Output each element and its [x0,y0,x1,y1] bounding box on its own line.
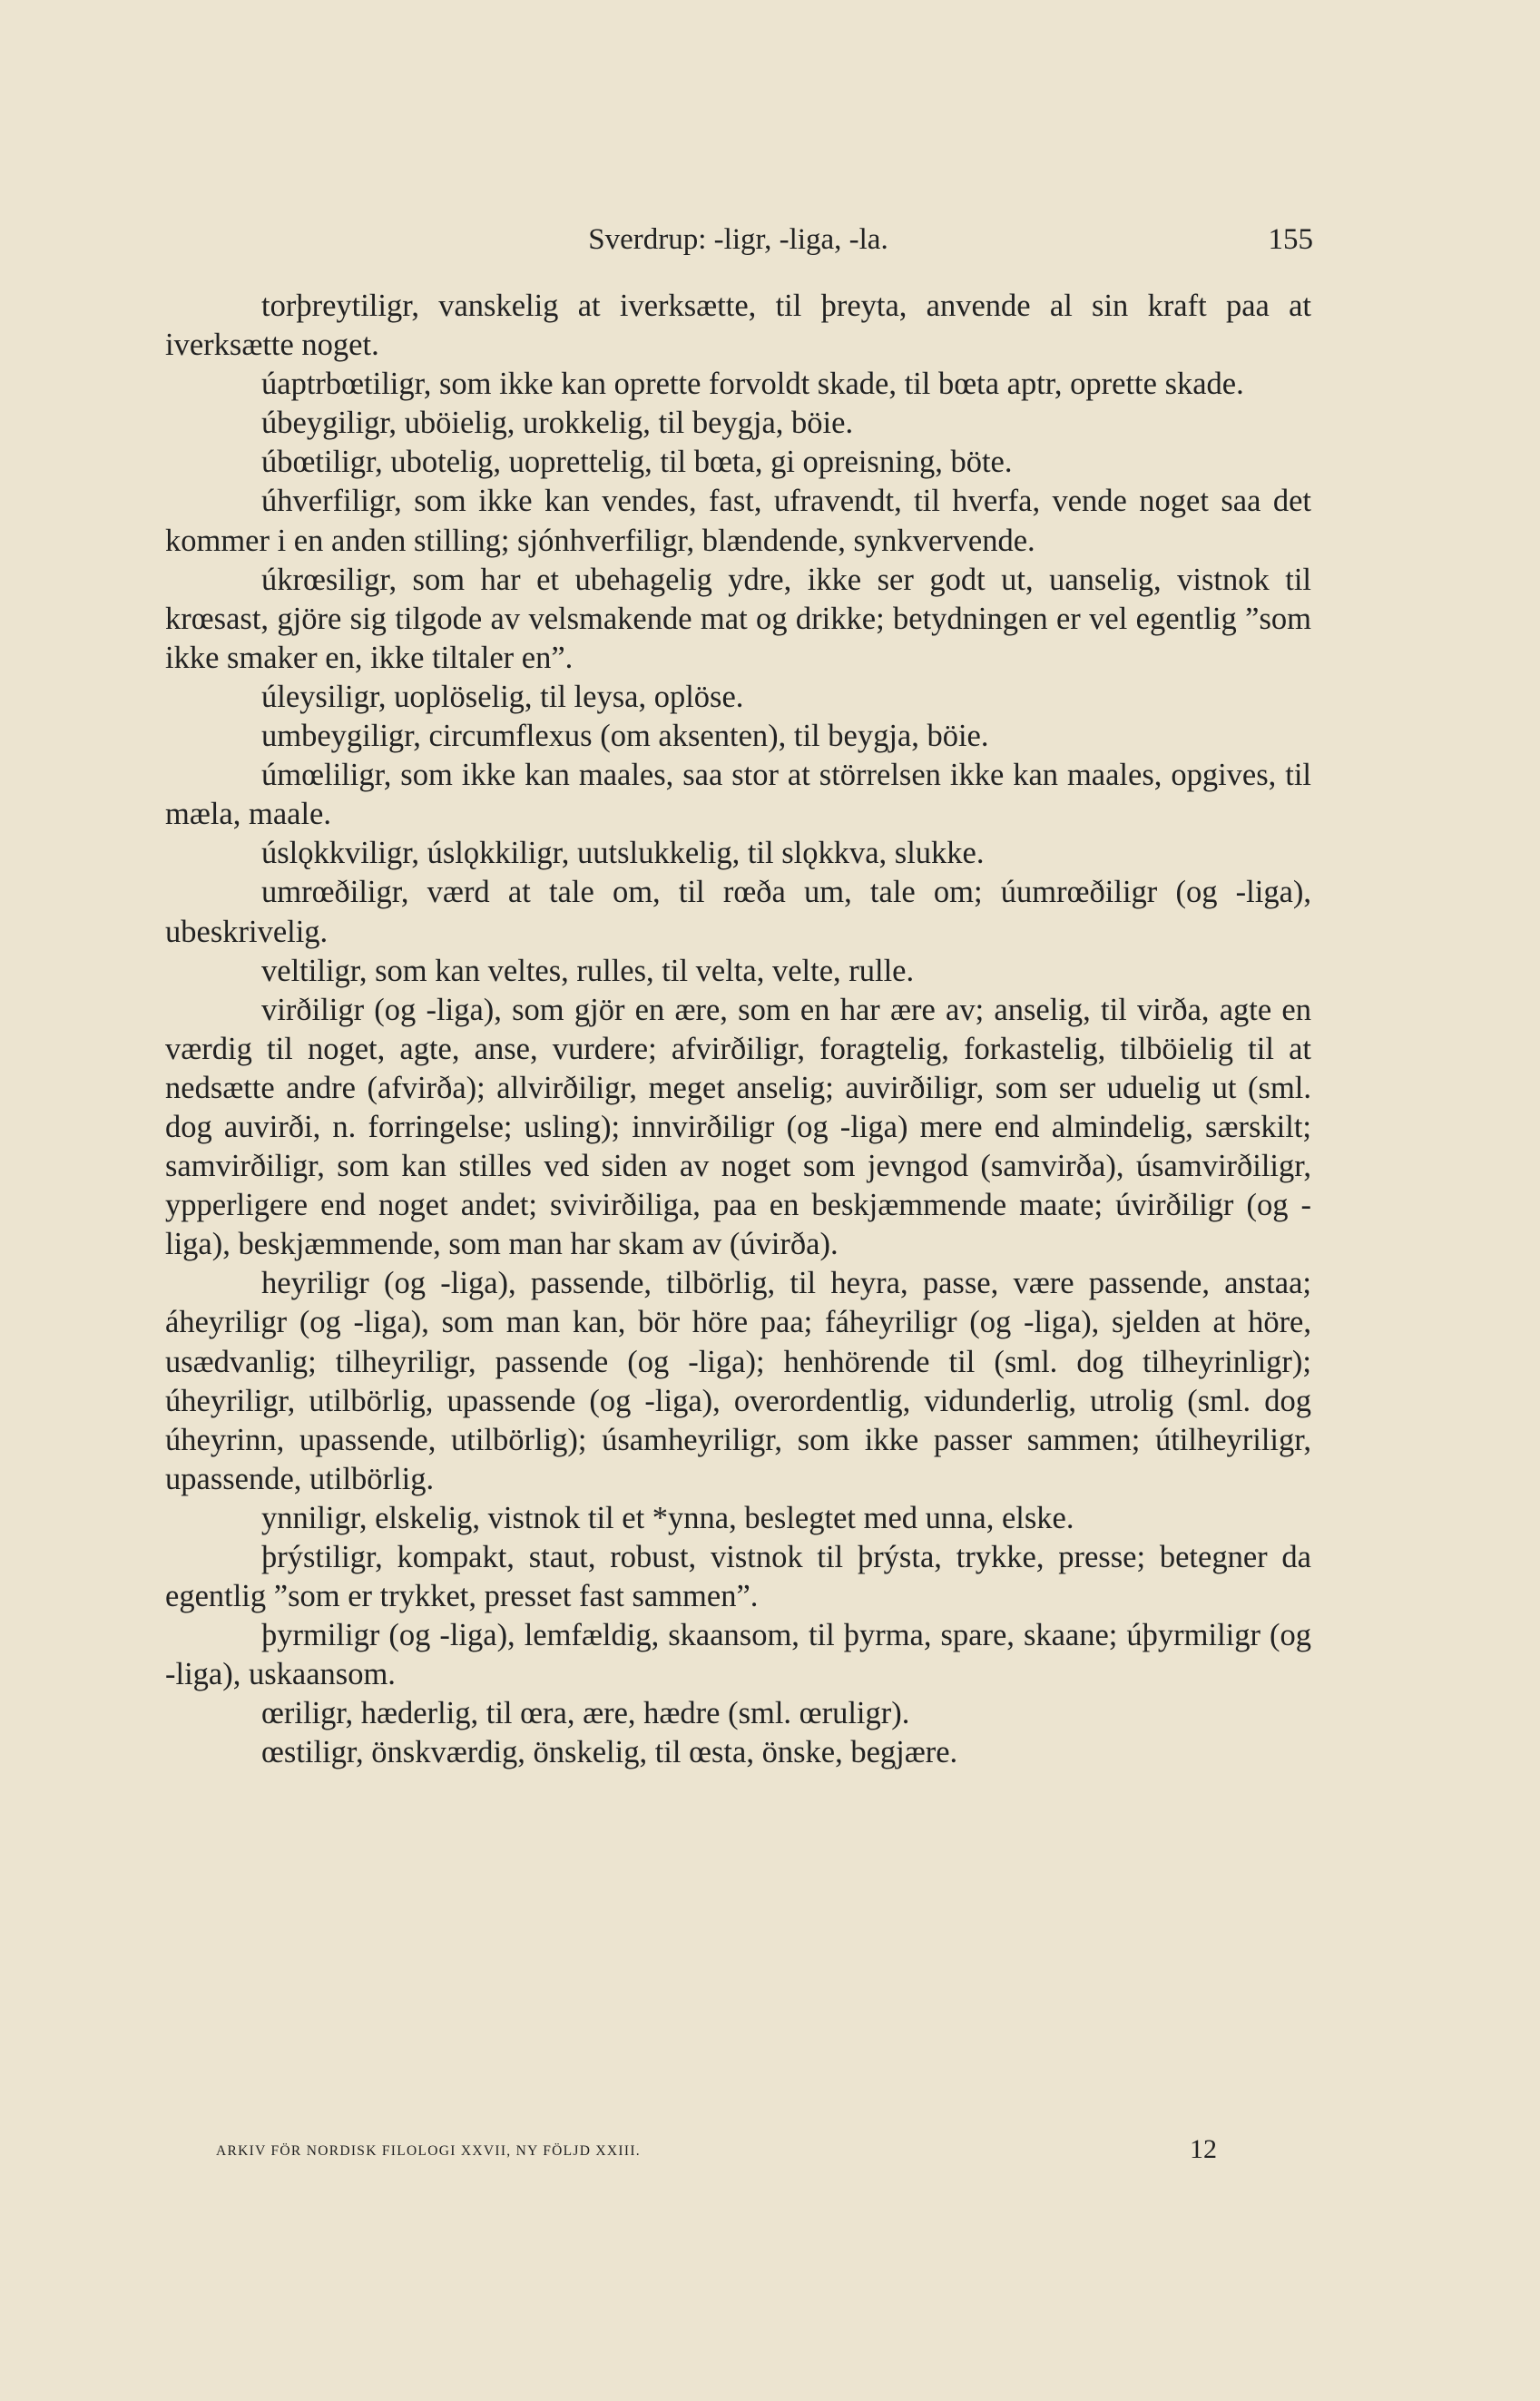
running-title: Sverdrup: -ligr, -liga, -la. [588,223,888,256]
page-footer [216,2134,1217,2171]
running-head [163,223,1313,261]
dictionary-entries [165,287,1311,1773]
entry-aeriligr: œriligr, hæderlig, til œra, ære, hædre (sml. œruligr). [261,1696,910,1731]
entry-aestiligr: œstiligr, önskværdig, önskelig, til œsta, önske, begjære. [261,1735,958,1770]
entry-ubeygiligr: úbeygiligr, uböielig, urokkelig, til beygja, böie. [261,406,854,441]
signature-line: ARKIV FÖR NORDISK FILOLOGI XXVII, NY FÖLJD XXIII. [216,2143,641,2159]
entry-virdiligr: virðiligr (og -liga), som gjör en ære, som en har ære av; anselig, til virða, agte en værdig til noget, agte, anse, vurdere; afvirðiligr, foragtelig, forkastelig, tilböielig til at nedsætte andre (afvirða); allvirðiligr, meget anselig; auvirðiligr, som ser uduelig ut (sml. dog auvirði, n. forringelse; usling); innvirðiligr (og -liga) mere end almindelig, særskilt; samvirðiligr, som kan stilles ved siden av noget som jevngod (samvirða), úsamvirðiligr, ypperligere end noget andet; svivirðiliga, paa en beskjæmmende maate; úvirðiligr (og -liga), beskjæmmende, som man har skam av (úvirða). [165,992,1311,1262]
entry-ynniligr: ynniligr, elskelig, vistnok til et *ynna, beslegtet med unna, elske. [261,1500,1074,1535]
entry-heyriligr: heyriligr (og -liga), passende, tilbörlig, til heyra, passe, være passende, anstaa; áheyriligr (og -liga), som man kan, bör höre paa; fáheyriligr (og -liga), sjelden at höre, usædvanlig; tilheyriligr, passende (og -liga); henhörende til (sml. dog tilheyrinligr); úheyriligr, utilbörlig, upassende (og -liga), overordentlig, vidunderlig, utrolig (sml. dog úheyrinn, upassende, utilbörlig); úsamheyriligr, som ikke passer sammen; útilheyriligr, upassende, utilbörlig. [165,1266,1311,1496]
entry-ukraesiligr: úkrœsiligr, som har et ubehagelig ydre, ikke ser godt ut, uanselig, vistnok til krœsast, gjöre sig tilgode av velsmakende mat og drikke; betydningen er vel egentlig ”som ikke smaker en, ikke tiltaler en”. [165,562,1311,675]
entry-veltiligr: veltiligr, som kan veltes, rulles, til velta, velte, rulle. [261,953,915,988]
entry-umraediligr: umrœðiligr, værd at tale om, til rœða um, tale om; úumrœðiligr (og -liga), ubeskrivelig. [165,875,1311,949]
sheet-number: 12 [1190,2134,1217,2164]
entry-uhverfiligr: úhverfiligr, som ikke kan vendes, fast, ufravendt, til hverfa, vende noget saa det kommer i en anden stilling; sjónhverfiligr, blændende, synkvervende. [165,484,1311,558]
page-number: 155 [1268,223,1313,256]
entry-uaptrbaetiligr: úaptrbœtiligr, som ikke kan oprette forvoldt skade, til bœta aptr, oprette skade. [261,367,1244,402]
entry-torthreytiligr: torþreytiligr, vanskelig at iverksætte, til þreyta, anvende al sin kraft paa at iverksætte noget. [165,289,1311,363]
entry-thrystiligr: þrýstiligr, kompakt, staut, robust, vistnok til þrýsta, trykke, presse; betegner da egentlig ”som er trykket, presset fast sammen”. [165,1540,1311,1614]
entry-uslokkviligr: úslǫkkviligr, úslǫkkiligr, uutslukkelig, til slǫkkva, slukke. [261,836,985,871]
entry-umbeygiligr: umbeygiligr, circumflexus (om aksenten), til beygja, böie. [261,719,989,754]
entry-umaeliligr: úmœliligr, som ikke kan maales, saa stor at störrelsen ikke kan maales, opgives, til mæla, maale. [165,758,1311,832]
entry-thyrmiligr: þyrmiligr (og -liga), lemfældig, skaansom, til þyrma, spare, skaane; úþyrmiligr (og -liga), uskaansom. [165,1618,1311,1692]
entry-uleysiligr: úleysiligr, uoplöselig, til leysa, oplöse. [261,679,744,714]
entry-ubaetiligr: úbœtiligr, ubotelig, uoprettelig, til bœta, gi opreisning, böte. [261,445,1013,480]
